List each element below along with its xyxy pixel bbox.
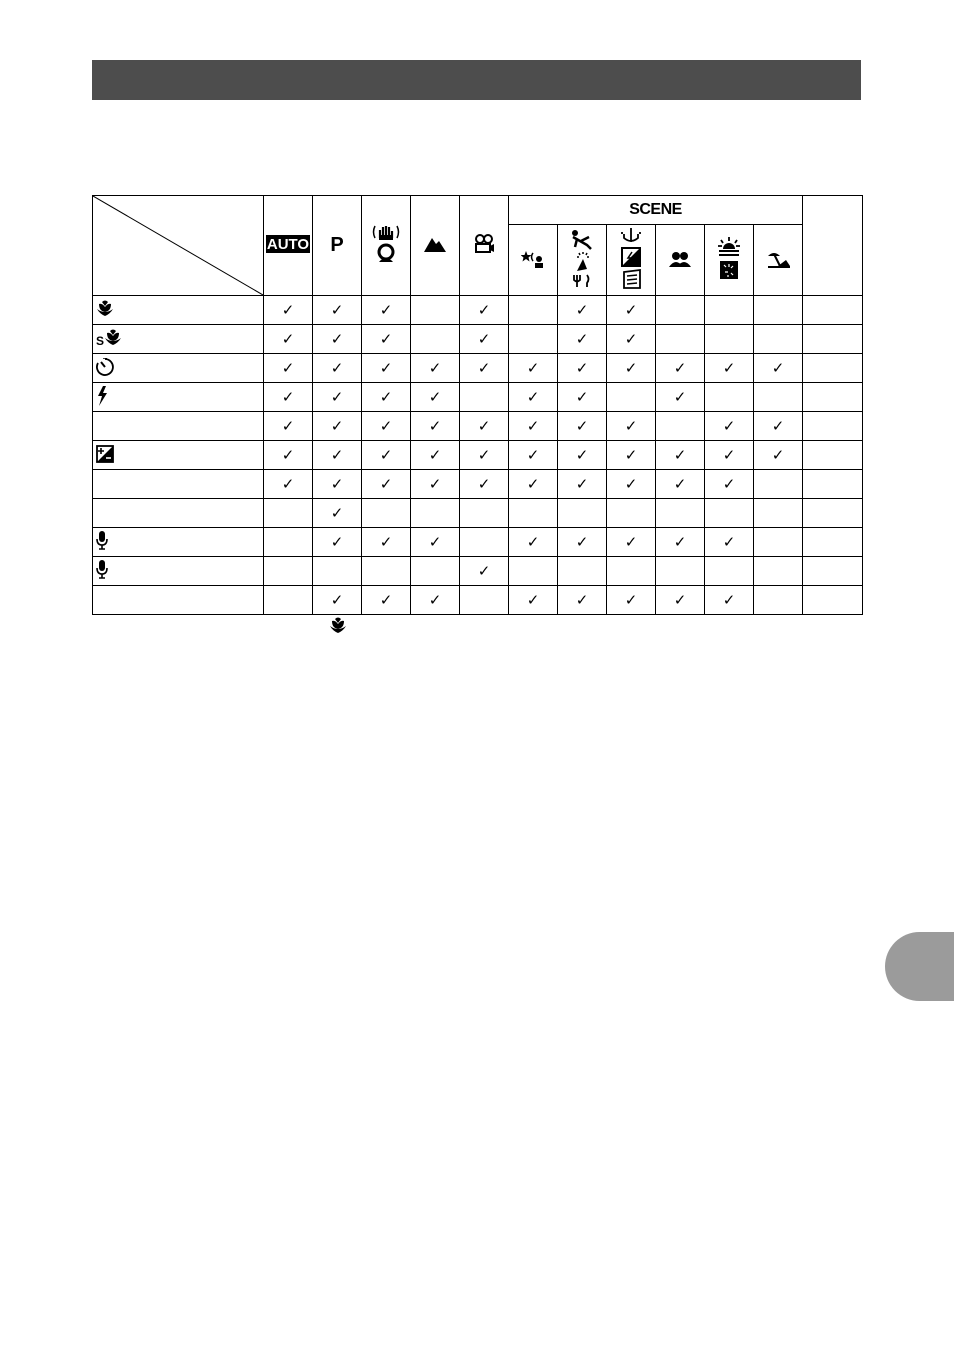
table-cell <box>558 557 607 586</box>
table-cell <box>411 557 460 586</box>
table-row <box>93 441 863 470</box>
table-cell <box>264 412 313 441</box>
table-cell <box>558 441 607 470</box>
table-row <box>93 354 863 383</box>
table-cell <box>558 528 607 557</box>
check-mark: ✓ <box>673 591 687 609</box>
check-mark: ✓ <box>526 533 540 551</box>
microphone-icon <box>96 531 108 553</box>
col-header-auto <box>264 196 313 296</box>
row-label <box>93 441 264 470</box>
table-cell <box>460 499 509 528</box>
check-mark: ✓ <box>379 446 393 464</box>
check-mark: ✓ <box>379 417 393 435</box>
table-cell <box>607 470 656 499</box>
self-portrait-scene-icon <box>668 251 692 270</box>
section-header-bar <box>92 60 861 100</box>
table-cell <box>607 441 656 470</box>
macro-icon <box>329 617 347 639</box>
table-cell <box>656 499 705 528</box>
table-cell <box>607 325 656 354</box>
check-mark: ✓ <box>281 359 295 377</box>
table-cell <box>411 528 460 557</box>
check-mark: ✓ <box>673 475 687 493</box>
table-cell <box>264 499 313 528</box>
table-cell <box>509 528 558 557</box>
check-mark: ✓ <box>477 301 491 319</box>
table-cell <box>362 325 411 354</box>
scene-label: SCENE <box>629 201 682 218</box>
table-cell <box>362 470 411 499</box>
col-header-landscape <box>411 196 460 296</box>
col-header-self-portrait <box>656 225 705 296</box>
col-header-movie <box>460 196 509 296</box>
check-mark: ✓ <box>330 359 344 377</box>
mode-function-table <box>92 195 863 615</box>
table-cell <box>460 325 509 354</box>
svg-text:AUTO: AUTO <box>266 236 310 253</box>
check-mark: ✓ <box>379 388 393 406</box>
table-row <box>93 557 863 586</box>
col-header-sunset-fireworks <box>705 225 754 296</box>
table-cell <box>509 441 558 470</box>
check-mark: ✓ <box>428 475 442 493</box>
check-mark: ✓ <box>722 533 736 551</box>
check-mark: ✓ <box>722 475 736 493</box>
table-cell <box>362 296 411 325</box>
table-cell <box>509 470 558 499</box>
check-mark: ✓ <box>428 417 442 435</box>
svg-text:S: S <box>96 334 105 346</box>
table-cell <box>313 528 362 557</box>
table-cell <box>656 296 705 325</box>
check-mark: ✓ <box>575 359 589 377</box>
table-cell <box>313 586 362 615</box>
table-cell <box>705 528 754 557</box>
check-mark: ✓ <box>330 417 344 435</box>
table-cell <box>509 296 558 325</box>
table-cell <box>754 383 803 412</box>
check-mark: ✓ <box>624 446 638 464</box>
table-cell <box>656 586 705 615</box>
table-cell <box>558 412 607 441</box>
check-mark: ✓ <box>575 301 589 319</box>
check-mark: ✓ <box>428 388 442 406</box>
check-mark: ✓ <box>477 359 491 377</box>
check-mark: ✓ <box>379 301 393 319</box>
table-cell <box>705 296 754 325</box>
col-header-night-portrait <box>509 225 558 296</box>
table-cell <box>264 354 313 383</box>
check-mark: ✓ <box>624 301 638 319</box>
table-cell <box>264 586 313 615</box>
check-mark: ✓ <box>428 533 442 551</box>
table-cell <box>362 383 411 412</box>
table-cell <box>754 499 803 528</box>
table-cell <box>754 296 803 325</box>
row-label <box>93 528 264 557</box>
table-cell <box>803 557 863 586</box>
row-label <box>93 325 264 354</box>
flash-icon <box>96 386 108 409</box>
table-cell <box>460 586 509 615</box>
table-cell <box>460 557 509 586</box>
table-cell <box>607 499 656 528</box>
check-mark: ✓ <box>575 533 589 551</box>
sport-party-cuisine-scene-icon <box>569 229 595 292</box>
check-mark: ✓ <box>624 417 638 435</box>
table-cell <box>411 354 460 383</box>
landscape-mode-icon <box>424 236 446 255</box>
col-header-beach-snow <box>754 225 803 296</box>
table-cell <box>656 325 705 354</box>
table-cell <box>313 354 362 383</box>
table-cell <box>509 412 558 441</box>
table-cell <box>313 383 362 412</box>
row-label <box>93 296 264 325</box>
col-header-stabilization <box>362 196 411 296</box>
table-cell <box>509 557 558 586</box>
check-mark: ✓ <box>722 591 736 609</box>
table-cell <box>705 441 754 470</box>
table-cell <box>656 383 705 412</box>
table-cell <box>411 325 460 354</box>
check-mark: ✓ <box>281 301 295 319</box>
table-cell <box>754 470 803 499</box>
program-mode-icon: P <box>330 234 344 256</box>
table-cell <box>362 441 411 470</box>
check-mark: ✓ <box>575 446 589 464</box>
table-cell <box>460 354 509 383</box>
movie-mode-icon <box>473 234 495 257</box>
check-mark: ✓ <box>624 533 638 551</box>
table-cell <box>313 499 362 528</box>
table-cell <box>264 383 313 412</box>
check-mark: ✓ <box>771 446 785 464</box>
row-label <box>93 412 264 441</box>
table-cell <box>656 470 705 499</box>
check-mark: ✓ <box>526 417 540 435</box>
table-cell <box>803 470 863 499</box>
check-mark: ✓ <box>722 446 736 464</box>
table-cell <box>264 528 313 557</box>
check-mark: ✓ <box>281 475 295 493</box>
night-portrait-scene-icon <box>521 250 545 271</box>
check-mark: ✓ <box>379 475 393 493</box>
table-cell <box>509 383 558 412</box>
check-mark: ✓ <box>526 388 540 406</box>
table-cell <box>362 499 411 528</box>
table-cell <box>705 470 754 499</box>
table-cell <box>411 441 460 470</box>
table-cell <box>607 557 656 586</box>
sunset-fireworks-scene-icon <box>717 237 741 284</box>
check-mark: ✓ <box>477 446 491 464</box>
check-mark: ✓ <box>526 359 540 377</box>
table-cell <box>558 383 607 412</box>
check-mark: ✓ <box>330 591 344 609</box>
check-mark: ✓ <box>673 446 687 464</box>
table-cell <box>607 383 656 412</box>
check-mark: ✓ <box>477 475 491 493</box>
col-header-sport-party-cuisine <box>558 225 607 296</box>
table-cell <box>607 412 656 441</box>
check-mark: ✓ <box>379 359 393 377</box>
check-mark: ✓ <box>428 359 442 377</box>
check-mark: ✓ <box>575 388 589 406</box>
table-cell <box>411 412 460 441</box>
table-cell <box>558 470 607 499</box>
table-corner-cell <box>93 196 264 296</box>
table-cell <box>558 354 607 383</box>
table-cell <box>803 325 863 354</box>
table-cell <box>705 412 754 441</box>
image-stabilization-mode-icon <box>371 224 401 267</box>
table-cell <box>264 557 313 586</box>
table-cell <box>803 441 863 470</box>
table-cell <box>656 441 705 470</box>
table-cell <box>558 499 607 528</box>
check-mark: ✓ <box>330 533 344 551</box>
check-mark: ✓ <box>428 591 442 609</box>
table-cell <box>264 296 313 325</box>
check-mark: ✓ <box>330 504 344 522</box>
table-cell <box>264 441 313 470</box>
table-row <box>93 528 863 557</box>
table-cell <box>362 354 411 383</box>
table-row <box>93 383 863 412</box>
check-mark: ✓ <box>673 359 687 377</box>
check-mark: ✓ <box>624 475 638 493</box>
table-cell <box>803 296 863 325</box>
table-cell <box>754 412 803 441</box>
check-mark: ✓ <box>526 475 540 493</box>
table-cell <box>460 383 509 412</box>
table-cell <box>754 557 803 586</box>
row-label <box>93 557 264 586</box>
check-mark: ✓ <box>330 301 344 319</box>
check-mark: ✓ <box>575 591 589 609</box>
table-cell <box>313 412 362 441</box>
table-cell <box>460 528 509 557</box>
check-mark: ✓ <box>575 330 589 348</box>
table-cell <box>460 470 509 499</box>
table-cell <box>411 296 460 325</box>
table-cell <box>509 586 558 615</box>
table-cell <box>803 499 863 528</box>
table-cell <box>705 354 754 383</box>
table-cell <box>754 354 803 383</box>
table-cell <box>460 296 509 325</box>
check-mark: ✓ <box>575 475 589 493</box>
table-row <box>93 499 863 528</box>
table-cell <box>754 586 803 615</box>
check-mark: ✓ <box>575 417 589 435</box>
table-cell <box>509 499 558 528</box>
col-header-indoor-document <box>607 225 656 296</box>
table-cell <box>313 557 362 586</box>
check-mark: ✓ <box>379 533 393 551</box>
super-macro-icon <box>96 329 122 349</box>
row-label <box>93 383 264 412</box>
table-cell <box>803 354 863 383</box>
table-cell <box>705 383 754 412</box>
indoor-document-scene-icon <box>618 228 644 293</box>
table-cell <box>803 383 863 412</box>
check-mark: ✓ <box>624 359 638 377</box>
table-cell <box>558 296 607 325</box>
table-cell <box>313 325 362 354</box>
check-mark: ✓ <box>526 446 540 464</box>
table-cell <box>411 499 460 528</box>
macro-icon <box>96 300 114 320</box>
table-cell <box>607 296 656 325</box>
check-mark: ✓ <box>281 330 295 348</box>
check-mark: ✓ <box>624 591 638 609</box>
col-header-program <box>313 196 362 296</box>
table-row <box>93 296 863 325</box>
table-cell <box>509 354 558 383</box>
table-cell <box>803 412 863 441</box>
table-row <box>93 586 863 615</box>
table-cell <box>656 354 705 383</box>
table-cell <box>607 354 656 383</box>
check-mark: ✓ <box>428 446 442 464</box>
table-cell <box>607 528 656 557</box>
check-mark: ✓ <box>771 359 785 377</box>
table-cell <box>754 528 803 557</box>
section-thumb-tab <box>885 932 954 1001</box>
table-cell <box>411 586 460 615</box>
table-cell <box>705 557 754 586</box>
table-cell <box>264 470 313 499</box>
self-timer-icon <box>96 358 114 379</box>
check-mark: ✓ <box>281 417 295 435</box>
check-mark: ✓ <box>624 330 638 348</box>
check-mark: ✓ <box>330 388 344 406</box>
diagonal-divider <box>93 196 263 295</box>
check-mark: ✓ <box>330 446 344 464</box>
check-mark: ✓ <box>477 562 491 580</box>
auto-mode-icon <box>266 235 310 256</box>
table-row <box>93 325 863 354</box>
table-cell <box>460 412 509 441</box>
table-cell <box>362 528 411 557</box>
table-cell <box>264 325 313 354</box>
table-cell <box>411 383 460 412</box>
check-mark: ✓ <box>771 417 785 435</box>
table-cell <box>411 470 460 499</box>
row-label <box>93 470 264 499</box>
check-mark: ✓ <box>379 330 393 348</box>
row-label <box>93 499 264 528</box>
check-mark: ✓ <box>379 591 393 609</box>
check-mark: ✓ <box>673 533 687 551</box>
table-cell <box>509 325 558 354</box>
table-cell <box>754 325 803 354</box>
check-mark: ✓ <box>673 388 687 406</box>
table-cell <box>803 528 863 557</box>
table-cell <box>558 325 607 354</box>
table-cell <box>313 296 362 325</box>
scene-group-header <box>509 196 803 225</box>
table-cell <box>460 441 509 470</box>
row-label <box>93 354 264 383</box>
check-mark: ✓ <box>722 417 736 435</box>
check-mark: ✓ <box>526 591 540 609</box>
table-cell <box>803 586 863 615</box>
table-cell <box>754 441 803 470</box>
table-cell <box>313 441 362 470</box>
row-label <box>93 586 264 615</box>
exposure-compensation-icon <box>96 445 114 466</box>
check-mark: ✓ <box>722 359 736 377</box>
check-mark: ✓ <box>477 330 491 348</box>
table-cell <box>705 325 754 354</box>
table-cell <box>607 586 656 615</box>
check-mark: ✓ <box>281 388 295 406</box>
check-mark: ✓ <box>281 446 295 464</box>
microphone-icon <box>96 560 108 582</box>
check-mark: ✓ <box>477 417 491 435</box>
table-row <box>93 470 863 499</box>
table-cell <box>705 499 754 528</box>
table-cell <box>656 412 705 441</box>
check-mark: ✓ <box>330 475 344 493</box>
col-header-extra <box>803 196 863 296</box>
table-cell <box>558 586 607 615</box>
table-cell <box>313 470 362 499</box>
table-cell <box>656 528 705 557</box>
table-cell <box>705 586 754 615</box>
beach-snow-scene-icon <box>766 250 790 271</box>
check-mark: ✓ <box>330 330 344 348</box>
table-cell <box>362 557 411 586</box>
table-cell <box>656 557 705 586</box>
table-cell <box>362 586 411 615</box>
table-cell <box>362 412 411 441</box>
table-row <box>93 412 863 441</box>
